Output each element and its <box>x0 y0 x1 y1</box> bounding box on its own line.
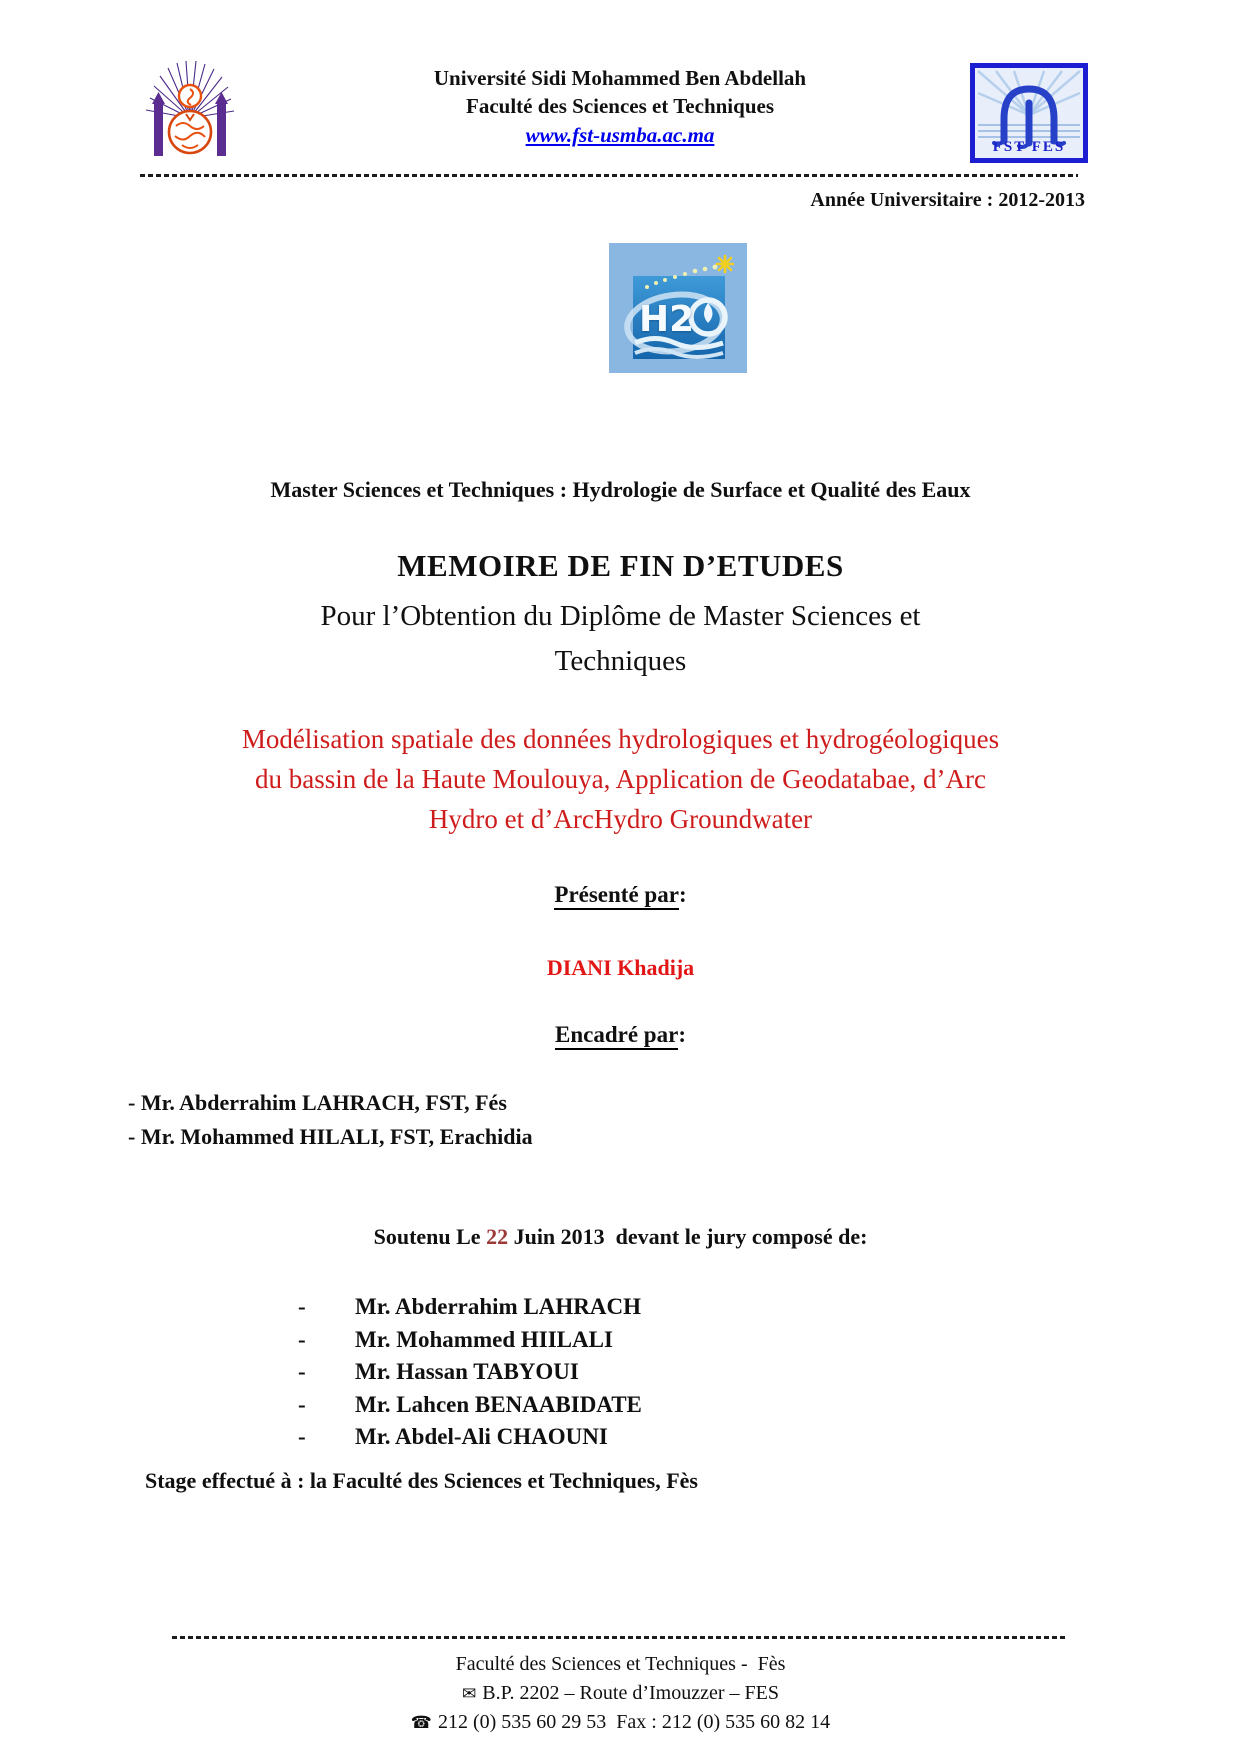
fst-fes-caption: FST FES <box>992 139 1066 155</box>
jury-member-4: Mr. Lahcen BENAABIDATE <box>355 1391 642 1417</box>
usmba-emblem-icon <box>144 60 236 172</box>
mail-icon: ✉ <box>462 1683 477 1704</box>
supervised-by-heading <box>0 1022 1241 1048</box>
h2o-logo <box>609 243 747 373</box>
diploma-line-2: Techniques <box>554 645 687 677</box>
defense-line <box>0 1224 1241 1250</box>
jury-member-2: Mr. Mohammed HIILALI <box>355 1326 613 1352</box>
usmba-emblem-logo <box>144 60 236 172</box>
jury-member-row <box>298 1291 642 1324</box>
jury-member-3: Mr. Hassan TABYOUI <box>355 1359 579 1385</box>
jury-member-row <box>298 1421 642 1454</box>
presented-by-heading <box>0 882 1241 908</box>
thesis-title-line-2: du bassin de la Haute Moulouya, Application de Geodatabae, d’Arc <box>254 764 987 794</box>
jury-bullet: - <box>298 1294 306 1319</box>
jury-member-row <box>298 1356 642 1389</box>
defense-suffix: Juin 2013 devant le jury composé de: <box>508 1224 868 1249</box>
defense-date: 22 <box>486 1224 509 1249</box>
header-divider <box>140 174 1078 177</box>
jury-bullet: - <box>298 1359 306 1385</box>
footer-phone-text: 212 (0) 535 60 29 53 Fax : 212 (0) 535 60 82 14 <box>437 1711 831 1733</box>
header-text-block <box>250 64 990 150</box>
supervised-by-colon: : <box>678 1022 686 1047</box>
thesis-title <box>0 719 1241 839</box>
jury-member-5: Mr. Abdel-Ali CHAOUNI <box>355 1424 608 1450</box>
jury-list <box>298 1291 642 1454</box>
phone-icon: ☎ <box>410 1713 432 1733</box>
supervisors-list <box>128 1086 533 1154</box>
program-title: Master Sciences et Techniques : Hydrologie de Surface et Qualité des Eaux <box>270 477 971 502</box>
defense-prefix: Soutenu Le <box>373 1224 487 1249</box>
footer-phone-line <box>0 1708 1241 1738</box>
jury-bullet: - <box>298 1391 306 1417</box>
footer-address-text: B.P. 2202 – Route d’Imouzzer – FES <box>482 1681 779 1704</box>
presented-by-label: Présenté par <box>554 882 679 910</box>
jury-member-1: Mr. Abderrahim LAHRACH <box>355 1294 642 1319</box>
footer-block <box>0 1650 1241 1738</box>
footer-address-line <box>0 1679 1241 1709</box>
presented-by-colon: : <box>678 882 687 907</box>
jury-bullet: - <box>298 1424 306 1450</box>
jury-member-row <box>298 1389 642 1422</box>
internship-line: Stage effectué à : la Faculté des Sciences et Techniques, Fès <box>145 1468 698 1493</box>
jury-member-row <box>298 1324 642 1357</box>
supervised-by-label: Encadré par <box>555 1022 678 1050</box>
academic-year: Année Universitaire : 2012-2013 <box>810 189 1085 211</box>
footer-divider <box>172 1636 1065 1639</box>
diploma-line-1: Pour l’Obtention du Diplôme de Master Sciences et <box>320 600 921 632</box>
supervisor-1: - Mr. Abderrahim LAHRACH, FST, Fés <box>128 1090 507 1115</box>
university-name: Université Sidi Mohammed Ben Abdellah <box>433 66 807 90</box>
footer-faculty-line: Faculté des Sciences et Techniques - Fès <box>455 1653 786 1675</box>
memoire-heading: MEMOIRE DE FIN D’ETUDES <box>397 548 844 583</box>
diploma-subtitle <box>0 594 1241 684</box>
fst-fes-logo <box>970 63 1088 163</box>
faculty-name: Faculté des Sciences et Techniques <box>466 94 774 118</box>
thesis-title-line-1: Modélisation spatiale des données hydrologiques et hydrogéologiques <box>241 724 1000 754</box>
author-name: DIANI Khadija <box>546 955 695 980</box>
jury-bullet: - <box>298 1326 306 1352</box>
faculty-website-link[interactable]: www.fst-usmba.ac.ma <box>525 123 715 147</box>
thesis-title-line-3: Hydro et d’ArcHydro Groundwater <box>428 804 813 834</box>
h2o-logo-text: H2 <box>639 299 695 340</box>
supervisor-2: - Mr. Mohammed HILALI, FST, Erachidia <box>128 1124 533 1149</box>
